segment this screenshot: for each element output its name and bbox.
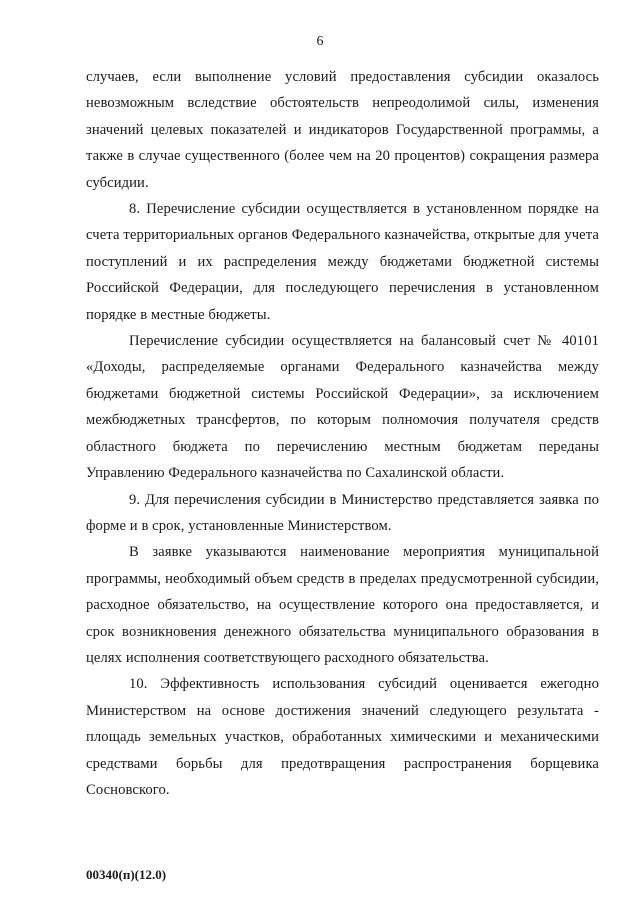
paragraph: 8. Перечисление субсидии осуществляется в установленном порядке на счета территориальных органов Федерального казначейства, открытые для учета поступлений и их распределения между бюджетами бюджетной системы Российской Федерации, для последующего перечисления в установленном порядке в местные бюджеты. bbox=[86, 201, 599, 323]
paragraph: 9. Для перечисления субсидии в Министерство представляется заявка по форме и в срок, установленные Министерством. bbox=[86, 491, 599, 534]
paragraph: случаев, если выполнение условий предоставления субсидии оказалось невозможным вследствие обстоятельств непреодолимой силы, изменения значений целевых показателей и индикаторов Государственной программы, а также в случае существенного (более чем на 20 процентов) сокращения размера субсидии. bbox=[86, 69, 599, 191]
page-number: 6 bbox=[316, 34, 324, 49]
document-code: 00340(п)(12.0) bbox=[86, 867, 167, 882]
paragraph: Перечисление субсидии осуществляется на балансовый счет № 40101 «Доходы, распределяемые органами Федерального казначейства между бюджетами бюджетной системы Российской Федерации», за исключением межбюджетных трансфертов, по которым полномочия получателя средств областного бюджета по перечислению местным бюджетам переданы Управлению Федерального казначейства по Сахалинской области. bbox=[86, 333, 599, 482]
paragraph: 10. Эффективность использования субсидий оценивается ежегодно Министерством на основе достижения значений следующего результата - площадь земельных участков, обработанных химическими и механическими средствами борьбы для предотвращения распространения борщевика Сосновского. bbox=[86, 676, 599, 798]
document-body bbox=[86, 64, 599, 803]
paragraph: В заявке указываются наименование мероприятия муниципальной программы, необходимый объем средств в пределах предусмотренной субсидии, расходное обязательство, на осуществление которого она предоставляется, и срок возникновения денежного обязательства муниципального образования в целях исполнения соответствующего расходного обязательства. bbox=[86, 544, 599, 666]
